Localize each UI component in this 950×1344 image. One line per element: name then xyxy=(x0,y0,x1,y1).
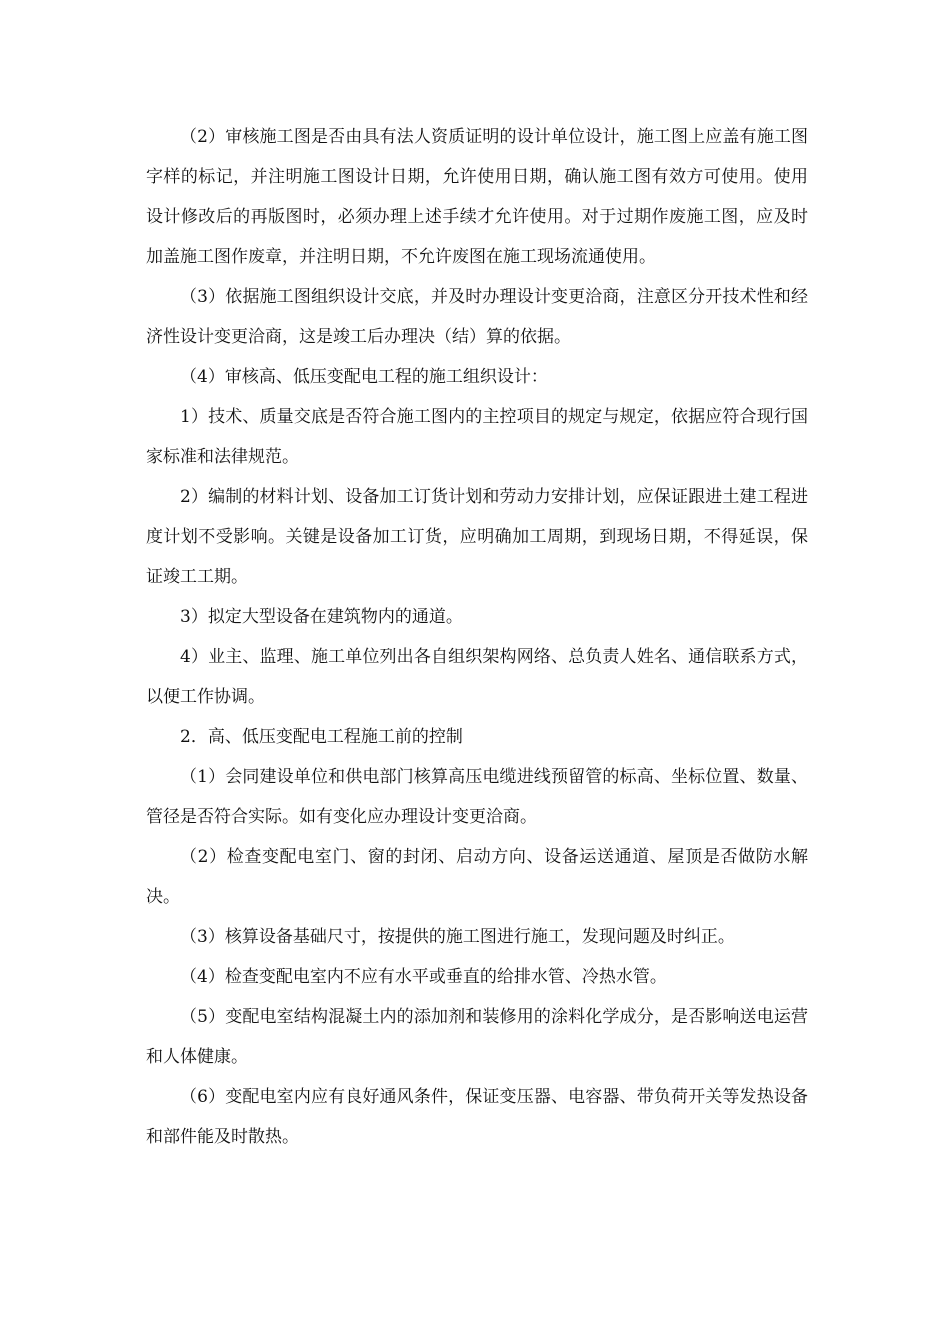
paragraph-check-water-pipes: （4）检查变配电室内不应有水平或垂直的给排水管、冷热水管。 xyxy=(180,967,667,987)
paragraph-item-material-plan: 2）编制的材料计划、设备加工订货计划和劳动力安排计划，应保证跟进土建工程进度计划不受影响。关键是设备加工订货，应明确加工周期，到现场日期，不得延误，保证竣工工期。 xyxy=(146,487,808,587)
paragraph-check-doors-windows: （2）检查变配电室门、窗的封闭、启动方向、设备运送通道、屋顶是否做防水解决。 xyxy=(146,847,808,907)
document-body xyxy=(146,117,808,1157)
paragraph-check-concrete-additives: （5）变配电室结构混凝土内的添加剂和装修用的涂料化学成分，是否影响送电运营和人体健康。 xyxy=(146,1007,808,1067)
paragraph-item-organization-network: 4）业主、监理、施工单位列出各自组织架构网络、总负责人姓名、通信联系方式，以便工作协调。 xyxy=(146,647,808,707)
paragraph-review-drawings-qualification: （2）审核施工图是否由具有法人资质证明的设计单位设计，施工图上应盖有施工图字样的标记，并注明施工图设计日期，允许使用日期，确认施工图有效方可使用。使用设计修改后的再版图时，必须办理上述手续才允许使用。对于过期作废施工图，应及时加盖施工图作废章，并注明日期，不允许废图在施工现场流通使用。 xyxy=(146,127,808,267)
paragraph-item-equipment-passage: 3）拟定大型设备在建筑物内的通道。 xyxy=(180,607,463,627)
paragraph-review-construction-organization: （4）审核高、低压变配电工程的施工组织设计： xyxy=(180,367,548,387)
paragraph-check-cable-conduit: （1）会同建设单位和供电部门核算高压电缆进线预留管的标高、坐标位置、数量、管径是否符合实际。如有变化应办理设计变更洽商。 xyxy=(146,767,808,827)
paragraph-design-disclosure: （3）依据施工图组织设计交底，并及时办理设计变更洽商，注意区分开技术性和经济性设计变更洽商，这是竣工后办理决（结）算的依据。 xyxy=(146,287,808,347)
paragraph-check-equipment-foundation: （3）核算设备基础尺寸，按提供的施工图进行施工，发现问题及时纠正。 xyxy=(180,927,735,947)
paragraph-item-technical-disclosure: 1）技术、质量交底是否符合施工图内的主控项目的规定与规定，依据应符合现行国家标准和法律规范。 xyxy=(146,407,808,467)
paragraph-check-ventilation: （6）变配电室内应有良好通风条件，保证变压器、电容器、带负荷开关等发热设备和部件能及时散热。 xyxy=(146,1087,808,1147)
section-heading-pre-construction-control: 2．高、低压变配电工程施工前的控制 xyxy=(180,727,463,747)
